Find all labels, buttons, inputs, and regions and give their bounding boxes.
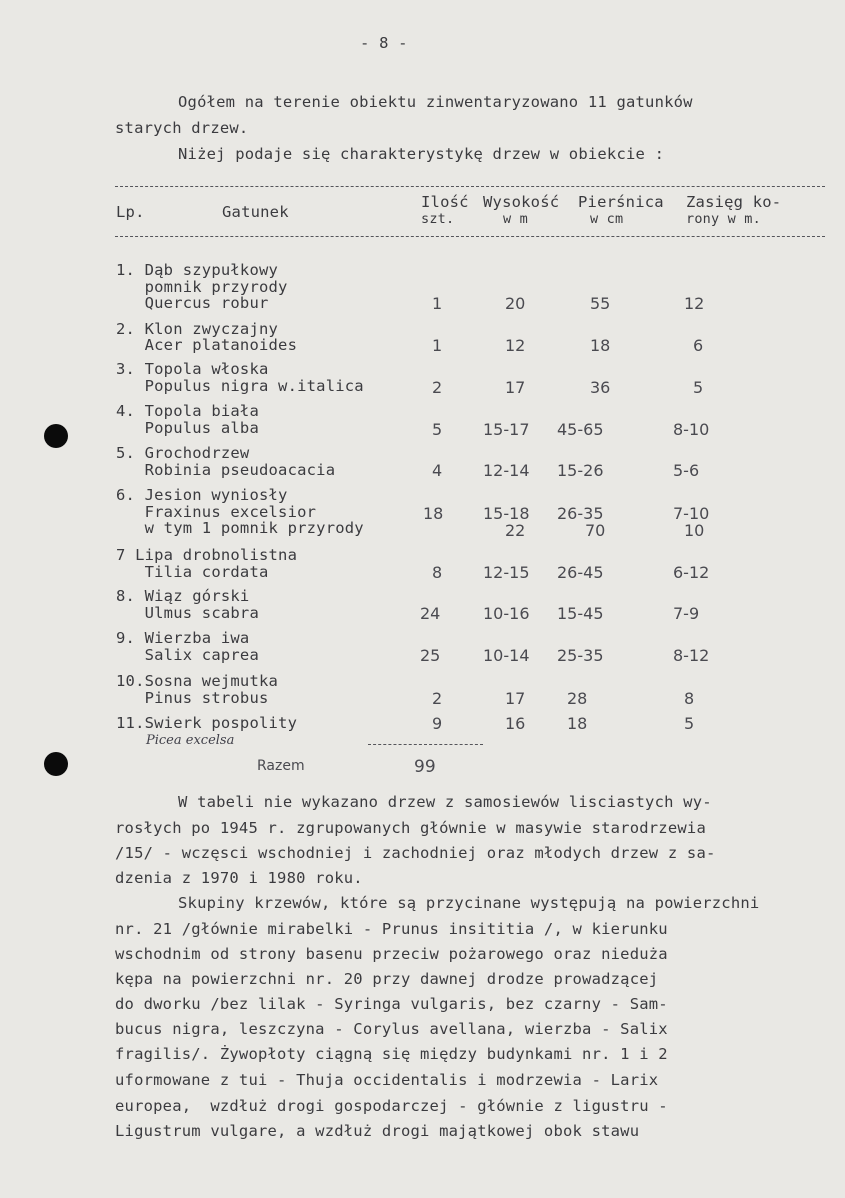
body-line: bucus nigra, leszczyna - Corylus avellana, wierzba - Salix — [115, 1020, 668, 1038]
header-ilosc-unit: szt. — [421, 211, 455, 227]
binder-hole — [44, 424, 68, 448]
body-line: uformowane z tui - Thuja occidentalis i modrzewia - Larix — [115, 1071, 659, 1089]
table-row-species: Tilia cordata — [116, 563, 269, 581]
table-row-zasieg: 8 — [684, 689, 695, 708]
table-row-species: 2. Klon zwyczajny — [116, 320, 279, 338]
table-row-wysokosc: 15-18 — [483, 504, 530, 523]
table-row-zasieg: 5 — [684, 714, 695, 733]
table-row-wysokosc: 10-16 — [483, 604, 530, 623]
table-row-species: 10.Sosna wejmutka — [116, 672, 279, 690]
table-row-piersnica-extra: 70 — [585, 521, 606, 540]
table-row-species: 6. Jesion wyniosły — [116, 486, 288, 504]
table-row-species: Fraxinus excelsior — [116, 503, 317, 521]
table-row-piersnica: 15-45 — [557, 604, 604, 623]
table-row-species: 1. Dąb szypułkowy — [116, 261, 279, 279]
table-row-piersnica: 26-45 — [557, 563, 604, 582]
body-line: dzenia z 1970 i 1980 roku. — [115, 869, 363, 887]
intro-line: Niżej podaje się charakterystykę drzew w obiekcie : — [178, 145, 665, 163]
table-row-species-handwritten: Picea excelsa — [146, 733, 235, 748]
table-row-ilosc: 2 — [432, 378, 443, 397]
body-line: fragilis/. Żywopłoty ciągną się między budynkami nr. 1 i 2 — [115, 1045, 668, 1063]
table-row-wysokosc: 17 — [505, 689, 526, 708]
table-row-zasieg: 6 — [693, 336, 704, 355]
body-line: /15/ - wczęsci wschodniej i zachodniej oraz młodych drzew z sa- — [115, 844, 716, 862]
table-row-wysokosc: 12-15 — [483, 563, 530, 582]
table-row-piersnica: 26-35 — [557, 504, 604, 523]
table-row-zasieg: 8-12 — [673, 646, 710, 665]
table-row-zasieg: 6-12 — [673, 563, 710, 582]
table-row-ilosc: 5 — [432, 420, 443, 439]
table-row-species: Populus nigra w.italica — [116, 377, 364, 395]
body-line: kępa na powierzchni nr. 20 przy dawnej drodze prowadzącej — [115, 970, 659, 988]
binder-hole — [44, 752, 68, 776]
table-row-wysokosc: 15-17 — [483, 420, 530, 439]
header-zasieg-unit: rony w m. — [686, 211, 761, 227]
table-row-piersnica: 45-65 — [557, 420, 604, 439]
table-row-species: 5. Grochodrzew — [116, 444, 250, 462]
total-rule — [368, 744, 483, 745]
table-row-species: 7 Lipa drobnolistna — [116, 546, 298, 564]
table-row-wysokosc: 12-14 — [483, 461, 530, 480]
body-line: Skupiny krzewów, które są przycinane występują na powierzchni — [178, 894, 760, 912]
body-line: W tabeli nie wykazano drzew z samosiewów lisciastych wy- — [178, 793, 712, 811]
table-row-species: Pinus strobus — [116, 689, 269, 707]
intro-line: starych drzew. — [115, 119, 249, 137]
table-row-zasieg: 7-10 — [673, 504, 710, 523]
table-row-ilosc: 18 — [423, 504, 444, 523]
table-row-species: Acer platanoides — [116, 336, 298, 354]
table-row-piersnica: 25-35 — [557, 646, 604, 665]
table-rule-header — [115, 236, 825, 237]
table-row-zasieg-extra: 10 — [684, 521, 705, 540]
table-row-ilosc: 25 — [420, 646, 441, 665]
body-line: nr. 21 /głównie mirabelki - Prunus insititia /, w kierunku — [115, 920, 668, 938]
total-label: Razem — [257, 758, 305, 774]
table-row-ilosc: 9 — [432, 714, 443, 733]
table-row-ilosc: 8 — [432, 563, 443, 582]
table-row-species: 3. Topola włoska — [116, 360, 269, 378]
table-row-ilosc: 1 — [432, 294, 443, 313]
header-piersnica-unit: w cm — [590, 211, 624, 227]
table-row-species: pomnik przyrody — [116, 278, 288, 296]
table-rule-top — [115, 186, 825, 187]
header-ilosc: Ilość — [421, 193, 469, 211]
table-row-piersnica: 55 — [590, 294, 611, 313]
table-row-species: Populus alba — [116, 419, 259, 437]
table-row-zasieg: 8-10 — [673, 420, 710, 439]
table-row-wysokosc: 17 — [505, 378, 526, 397]
header-zasieg: Zasięg ko- — [686, 193, 782, 211]
table-row-species: Robinia pseudoacacia — [116, 461, 336, 479]
body-line: rosłych po 1945 r. zgrupowanych głównie w masywie starodrzewia — [115, 819, 706, 837]
table-row-piersnica: 36 — [590, 378, 611, 397]
table-row-wysokosc-extra: 22 — [505, 521, 526, 540]
table-row-wysokosc: 12 — [505, 336, 526, 355]
table-row-wysokosc: 20 — [505, 294, 526, 313]
header-piersnica: Pierśnica — [578, 193, 664, 211]
table-row-piersnica: 15-26 — [557, 461, 604, 480]
table-row-ilosc: 4 — [432, 461, 443, 480]
table-row-species: 9. Wierzba iwa — [116, 629, 250, 647]
table-row-ilosc: 2 — [432, 689, 443, 708]
table-row-zasieg: 5 — [693, 378, 704, 397]
header-gatunek: Gatunek — [222, 203, 289, 221]
table-row-wysokosc: 16 — [505, 714, 526, 733]
table-row-species: Quercus robur — [116, 294, 269, 312]
header-wysokosc-unit: w m — [503, 211, 528, 227]
body-line: europea, wzdłuż drogi gospodarczej - głównie z ligustru - — [115, 1097, 668, 1115]
table-row-piersnica: 28 — [567, 689, 588, 708]
body-line: Ligustrum vulgare, a wzdłuż drogi majątkowej obok stawu — [115, 1122, 640, 1140]
table-row-wysokosc: 10-14 — [483, 646, 530, 665]
header-lp: Lp. — [116, 203, 145, 221]
table-row-ilosc: 24 — [420, 604, 441, 623]
table-row-piersnica: 18 — [590, 336, 611, 355]
header-wysokosc: Wysokość — [483, 193, 560, 211]
table-row-ilosc: 1 — [432, 336, 443, 355]
table-row-species: w tym 1 pomnik przyrody — [116, 519, 364, 537]
total-value: 99 — [414, 757, 436, 777]
table-row-species: 11.Swierk pospolity — [116, 714, 298, 732]
table-row-zasieg: 12 — [684, 294, 705, 313]
page-number: - 8 - — [360, 34, 408, 52]
table-row-species: Ulmus scabra — [116, 604, 259, 622]
table-row-piersnica: 18 — [567, 714, 588, 733]
body-line: do dworku /bez lilak - Syringa vulgaris, bez czarny - Sam- — [115, 995, 668, 1013]
body-line: wschodnim od strony basenu przeciw pożarowego oraz nieduża — [115, 945, 668, 963]
table-row-species: 8. Wiąz górski — [116, 587, 250, 605]
table-row-species: 4. Topola biała — [116, 402, 259, 420]
table-row-zasieg: 5-6 — [673, 461, 700, 480]
intro-line: Ogółem na terenie obiektu zinwentaryzowano 11 gatunków — [178, 93, 693, 111]
table-row-zasieg: 7-9 — [673, 604, 700, 623]
table-row-species: Salix caprea — [116, 646, 259, 664]
